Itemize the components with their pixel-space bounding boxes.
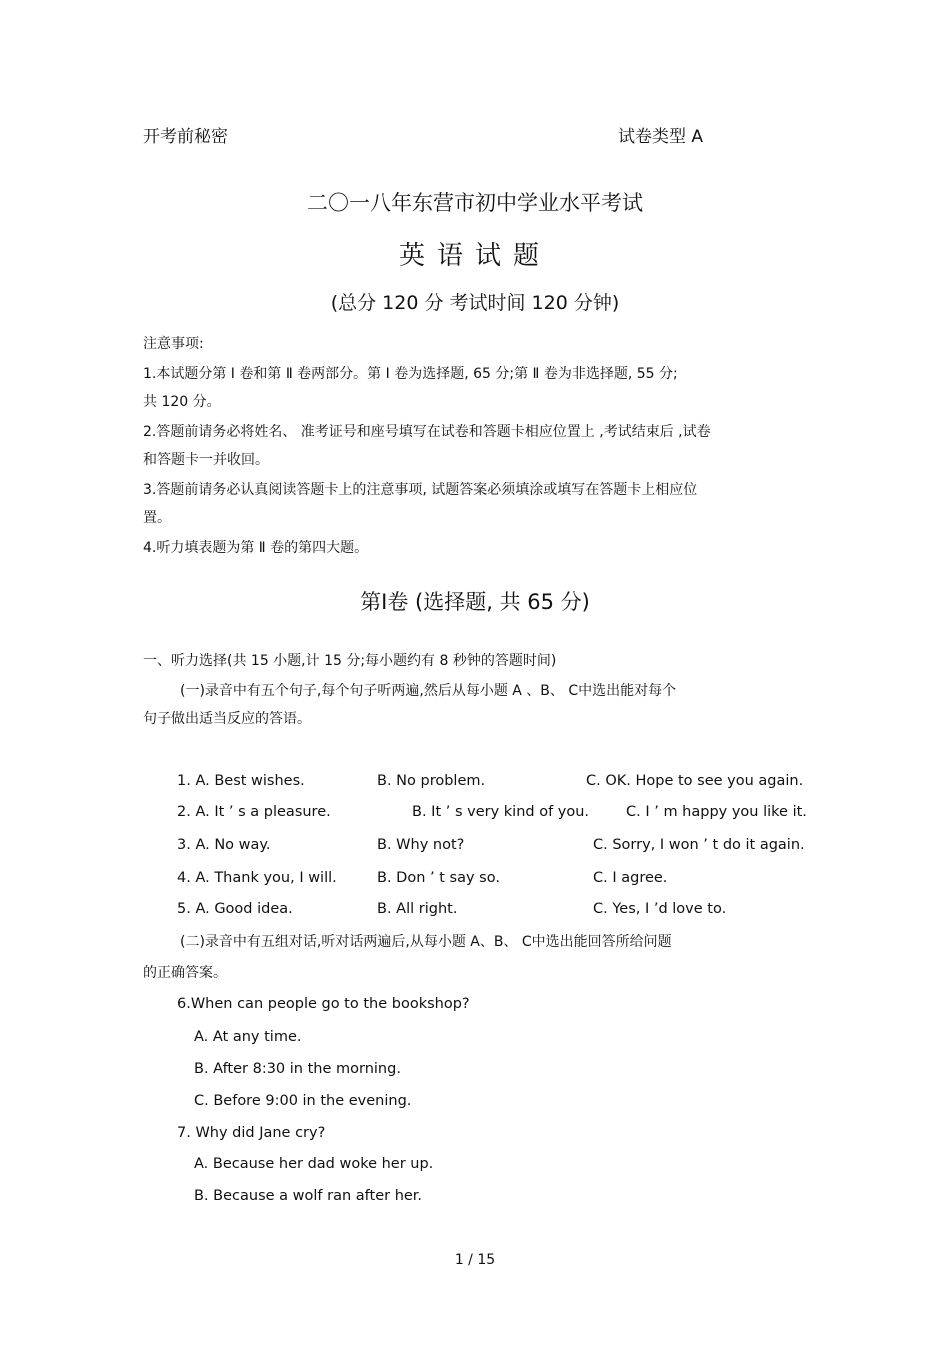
notes-heading: 注意事项:: [143, 336, 204, 352]
section-1-heading: 第Ⅰ卷 (选择题, 共 65 分): [360, 590, 590, 614]
note-3-line-2: 置。: [143, 510, 171, 526]
note-3-line-1: 3.答题前请务必认真阅读答题卡上的注意事项, 试题答案必须填涂或填写在答题卡上相应位: [143, 482, 698, 498]
part-1-heading: 一、听力选择(共 15 小题,计 15 分;每小题约有 8 秒钟的答题时间): [143, 653, 557, 669]
header-paper-type: 试卷类型 A: [618, 127, 704, 147]
q3-option-b: B. Why not?: [377, 837, 465, 853]
q3-option-a: 3. A. No way.: [177, 837, 271, 853]
q5-option-a: 5. A. Good idea.: [177, 901, 293, 917]
subpart-1-line-1: (一)录音中有五个句子,每个句子听两遍,然后从每小题 A 、B、 C中选出能对每个: [180, 683, 677, 699]
q1-option-a: 1. A. Best wishes.: [177, 773, 305, 789]
note-4: 4.听力填表题为第 Ⅱ 卷的第四大题。: [143, 540, 369, 556]
q1-option-b: B. No problem.: [377, 773, 486, 789]
q1-option-c: C. OK. Hope to see you again.: [586, 773, 804, 789]
q7-option-b: B. Because a wolf ran after her.: [194, 1188, 423, 1204]
q7-stem: 7. Why did Jane cry?: [177, 1125, 326, 1141]
q6-option-c: C. Before 9:00 in the evening.: [194, 1093, 412, 1109]
exam-title: 二〇一八年东营市初中学业水平考试: [307, 191, 643, 215]
note-1-line-1: 1.本试题分第 Ⅰ 卷和第 Ⅱ 卷两部分。第 Ⅰ 卷为选择题, 65 分;第 Ⅱ 卷为非选择题, 55 分;: [143, 366, 678, 382]
subject-title: 英语试题: [398, 241, 551, 271]
q2-option-c: C. I ’ m happy you like it.: [626, 804, 807, 820]
q5-option-c: C. Yes, I ’d love to.: [593, 901, 727, 917]
page-number: 1 / 15: [454, 1252, 496, 1268]
q2-option-a: 2. A. It ’ s a pleasure.: [177, 804, 331, 820]
q5-option-b: B. All right.: [377, 901, 458, 917]
note-2-line-1: 2.答题前请务必将姓名、 准考证号和座号填写在试卷和答题卡相应位置上 ,考试结束后 ,试卷: [143, 424, 711, 440]
subpart-2-line-2: 的正确答案。: [143, 965, 227, 981]
header-confidential: 开考前秘密: [143, 127, 228, 147]
q6-option-a: A. At any time.: [194, 1029, 302, 1045]
note-1-line-2: 共 120 分。: [143, 394, 221, 410]
q3-option-c: C. Sorry, I won ’ t do it again.: [593, 837, 805, 853]
q4-option-a: 4. A. Thank you, I will.: [177, 870, 337, 886]
subpart-1-line-2: 句子做出适当反应的答语。: [143, 711, 311, 727]
q6-option-b: B. After 8:30 in the morning.: [194, 1061, 401, 1077]
exam-meta: (总分 120 分 考试时间 120 分钟): [330, 292, 620, 314]
q7-option-a: A. Because her dad woke her up.: [194, 1156, 434, 1172]
subpart-2-line-1: (二)录音中有五组对话,听对话两遍后,从每小题 A、B、 C中选出能回答所给问题: [180, 934, 672, 950]
q2-option-b: B. It ’ s very kind of you.: [412, 804, 590, 820]
q4-option-c: C. I agree.: [593, 870, 668, 886]
q6-stem: 6.When can people go to the bookshop?: [177, 996, 470, 1012]
q4-option-b: B. Don ’ t say so.: [377, 870, 500, 886]
note-2-line-2: 和答题卡一并收回。: [143, 452, 269, 468]
